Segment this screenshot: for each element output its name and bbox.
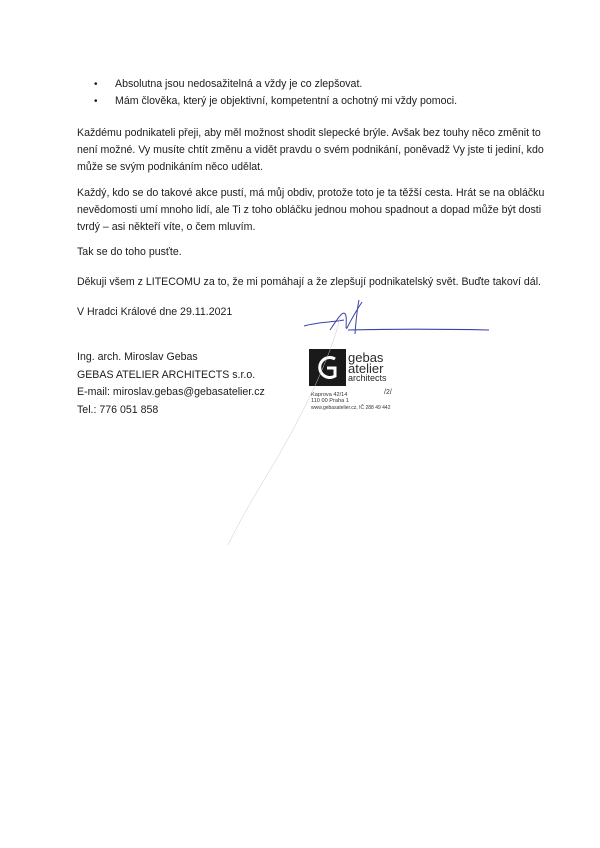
paragraph-line: není možné. Vy musíte chtít změnu a vidět pravdu o svém podnikání, poněvadž Vy jste ti jediní, kdo (77, 144, 544, 156)
stamp-address-street: Kaprova 42/14 (311, 392, 348, 398)
signatory-name: Ing. arch. Miroslav Gebas (77, 351, 198, 363)
stamp-number: /2/ (384, 389, 392, 396)
place-date-text: V Hradci Králové dne 29.11.2021 (77, 306, 233, 318)
bullet-icon: • (94, 96, 98, 107)
signatory-company: GEBAS ATELIER ARCHITECTS s.r.o. (77, 368, 256, 381)
paragraph-line: Děkuji všem z LITECOMU za to, že mi pomáhají a že zlepšují podnikatelský svět. Buďte takoví dál. (77, 276, 541, 288)
paragraph-line: tvrdý – asi někteří víte, o čem mluvím. (77, 221, 256, 233)
list-item-text: Absolutna jsou nedosažitelná a vždy je co zlepšovat. (115, 78, 363, 90)
stamp-word-gebas: gebas (348, 350, 384, 365)
paragraph-line: nevědomosti umí mnoho lidí, ale Ti z toho obláčku jednou mohou spadnout a dopad může být dosti (77, 204, 542, 216)
stamp-word-architects: architects (348, 373, 387, 383)
paragraph-line: může se svým podnikáním něco udělat. (77, 161, 264, 173)
paragraph-line: Každý, kdo se do takové akce pustí, má můj obdiv, protože toto je ta těžší cesta. Hrát se na obláčku (77, 187, 545, 199)
signatory-email: E-mail: miroslav.gebas@gebasatelier.cz (77, 386, 265, 398)
list-item-text: Mám člověka, který je objektivní, kompetentní a ochotný mi vždy pomoci. (115, 95, 458, 107)
stamp-address-city: 110 00 Praha 1 (311, 398, 349, 404)
stamp-web: www.gebasatelier.cz, IČ 288 49 442 (311, 405, 391, 411)
paragraph-line: Tak se do toho pusťte. (77, 246, 182, 258)
stamp-word-atelier: atelier (348, 361, 384, 376)
paragraph-line: Každému podnikateli přeji, aby měl možnost shodit slepecké brýle. Avšak bez touhy něco změnit to (77, 127, 541, 139)
bullet-icon: • (94, 79, 98, 90)
signatory-phone: Tel.: 776 051 858 (77, 403, 159, 416)
